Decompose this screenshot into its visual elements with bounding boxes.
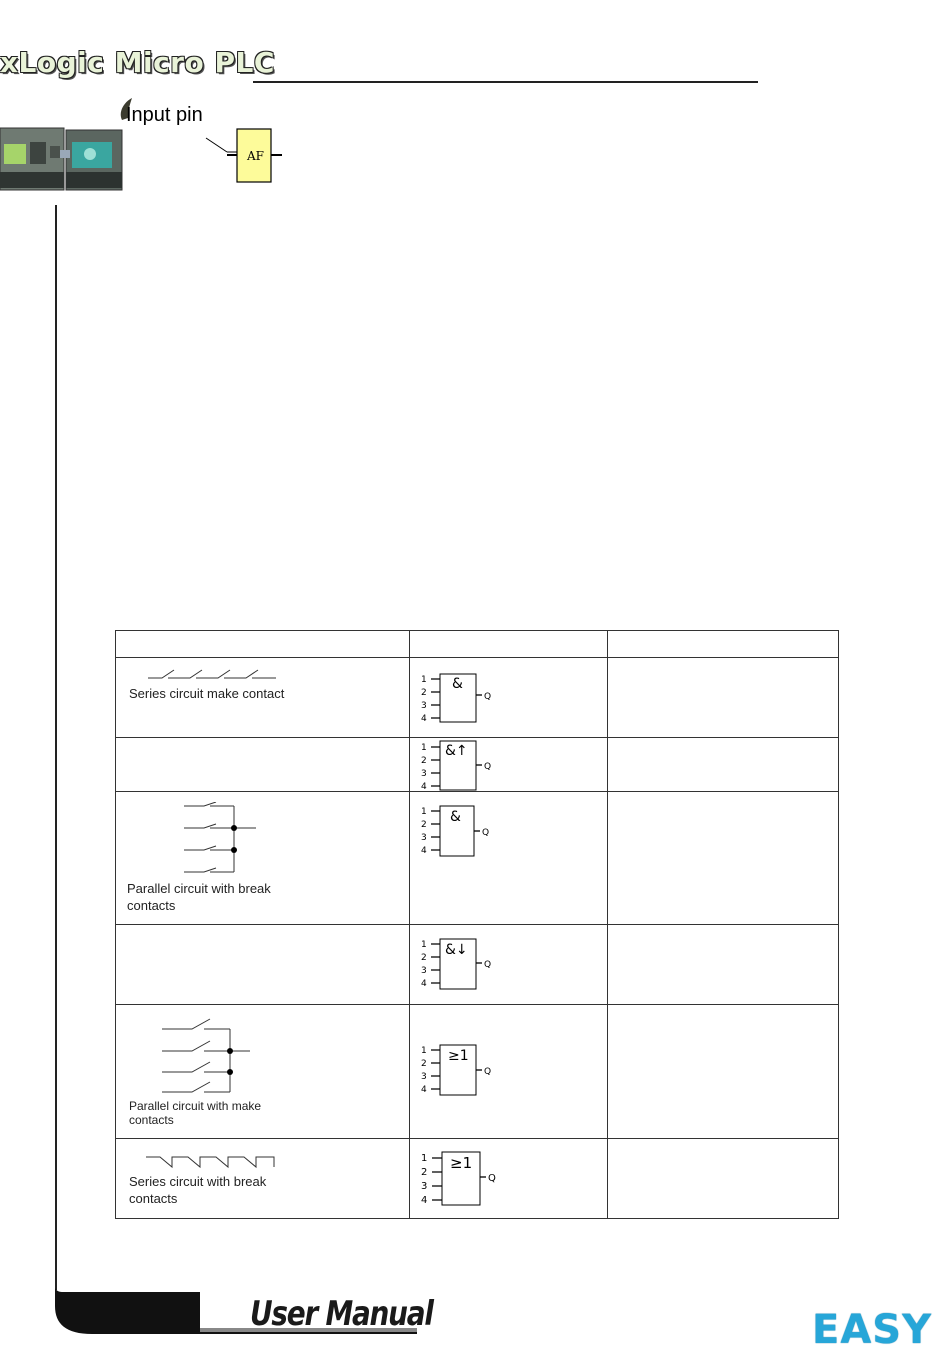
- table-row: [116, 925, 839, 1005]
- af-block-label: AF: [247, 149, 264, 163]
- and-edge-rising-gate-icon: [418, 740, 518, 792]
- gate-symbol-cell: [410, 658, 608, 738]
- or-gate-icon: [418, 1043, 518, 1099]
- pin-label: 1: [421, 940, 427, 950]
- gate-symbol: &↓: [445, 942, 468, 958]
- gate-symbol: ≥1: [448, 1048, 469, 1064]
- pin-label: 3: [421, 966, 427, 976]
- gate-symbol: ≥1: [450, 1154, 473, 1172]
- pin-label: 4: [421, 782, 427, 792]
- description-cell: [608, 738, 839, 792]
- table-header-cell: [608, 631, 839, 658]
- pin-label: 2: [421, 1059, 427, 1069]
- gate-symbol: &↑: [445, 743, 468, 759]
- input-pin-label: Input pin: [126, 104, 203, 126]
- pin-label: 4: [421, 714, 427, 724]
- pin-label: 2: [421, 953, 427, 963]
- pin-label: 1: [421, 743, 427, 753]
- output-label: Q: [488, 1173, 496, 1184]
- contact-diagram-cell: [116, 658, 410, 738]
- contact-label: Parallel circuit with make contacts: [129, 1099, 262, 1127]
- contact-diagram-cell: [116, 792, 410, 925]
- pin-label: 4: [421, 979, 427, 989]
- pin-label: 4: [421, 846, 427, 856]
- table-header-cell: [116, 631, 410, 658]
- margin-rule: [55, 205, 57, 1290]
- pin-label: 2: [421, 756, 427, 766]
- series-make-contact-icon: [146, 664, 286, 682]
- pin-label: 4: [421, 1085, 427, 1095]
- gate-symbol-cell: [410, 792, 608, 925]
- contact-label: Series circuit make contact: [129, 686, 285, 701]
- description-cell: [608, 1139, 839, 1219]
- pin-label: 3: [421, 769, 427, 779]
- table-header-row: [116, 631, 839, 658]
- description-cell: [608, 792, 839, 925]
- parallel-break-contact-icon: [176, 802, 276, 882]
- output-label: Q: [484, 960, 492, 970]
- table-row: [116, 792, 839, 925]
- and-gate-icon: [418, 672, 518, 740]
- gate-symbol-cell: [410, 925, 608, 1005]
- pin-label: 4: [421, 1195, 428, 1206]
- description-cell: [608, 1005, 839, 1139]
- and-gate-icon: [418, 804, 518, 860]
- pin-label: 2: [421, 820, 427, 830]
- table-header-cell: [410, 631, 608, 658]
- pin-label: 1: [421, 807, 427, 817]
- contact-diagram-cell: [116, 1139, 410, 1219]
- pin-label: 2: [421, 688, 427, 698]
- pin-label: 3: [421, 701, 427, 711]
- gate-symbol-cell: [410, 738, 608, 792]
- pin-label: 1: [421, 1046, 427, 1056]
- table-row: [116, 1139, 839, 1219]
- contact-diagram-cell: [116, 1005, 410, 1139]
- title-rule: [253, 81, 758, 83]
- pin-label: 3: [421, 833, 427, 843]
- parallel-make-contact-icon: [160, 1017, 270, 1097]
- contact-diagram-cell: [116, 925, 410, 1005]
- gate-symbol-cell: [410, 1139, 608, 1219]
- table-row: [116, 1005, 839, 1139]
- pin-label: 2: [421, 1167, 428, 1178]
- or-gate-icon: [418, 1151, 518, 1211]
- contact-label: Parallel circuit with break contacts: [127, 881, 271, 913]
- pin-label: 3: [421, 1072, 427, 1082]
- contact-diagram-cell: [116, 738, 410, 792]
- gate-symbol-cell: [410, 1005, 608, 1139]
- table-row: [116, 738, 839, 792]
- pin-label: 3: [421, 1181, 428, 1192]
- plc-device-image: [0, 120, 125, 195]
- brand-title: xLogic Micro PLC: [0, 46, 275, 79]
- contact-label: Series circuit with break contacts: [129, 1174, 267, 1206]
- easy-logo: EASY: [812, 1307, 933, 1353]
- table-row: [116, 658, 839, 738]
- footer-user-manual-label: User Manual: [250, 1294, 433, 1334]
- description-cell: [608, 925, 839, 1005]
- gate-symbol: &: [452, 676, 463, 692]
- gate-symbol: &: [450, 809, 461, 825]
- pin-label: 1: [421, 1153, 428, 1164]
- output-label: Q: [484, 1067, 492, 1077]
- series-break-contact-icon: [144, 1153, 284, 1171]
- and-edge-falling-gate-icon: [418, 937, 518, 993]
- output-label: Q: [482, 828, 490, 838]
- output-label: Q: [484, 762, 492, 772]
- output-label: Q: [484, 692, 492, 702]
- logic-function-table: [115, 630, 839, 1219]
- pin-label: 1: [421, 675, 427, 685]
- description-cell: [608, 658, 839, 738]
